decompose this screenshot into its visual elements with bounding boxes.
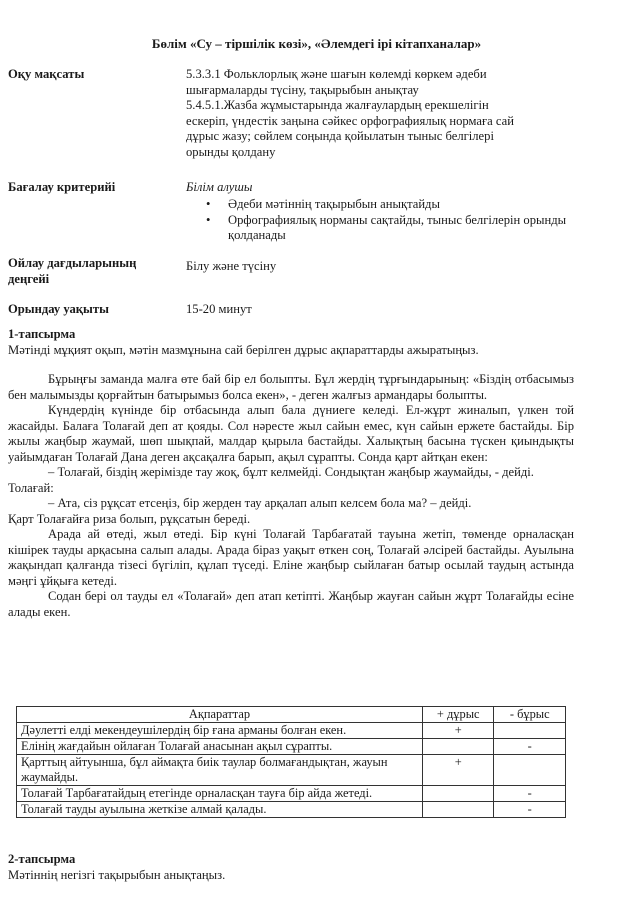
table-header-row: [17, 707, 566, 723]
criteria-list: [206, 197, 581, 244]
table-row: [17, 802, 566, 818]
thinking-level-value: Білу және түсіну: [186, 259, 277, 273]
table-row: [17, 723, 566, 739]
header-wrong: - бұрыс: [494, 707, 566, 723]
time-value: 15-20 минут: [186, 302, 252, 316]
criteria-intro: Білім алушы: [186, 180, 253, 194]
objective-line: дұрыс жазу; сөйлем соңында қойылатын тыныс белгілері: [186, 129, 494, 143]
header-right: + дұрыс: [422, 707, 494, 723]
story-paragraph: Содан бері ол тауды ел «Толағай» деп атап кетіпті. Жаңбыр жауған сайын жұрт Толағайды есіне алады екен.: [8, 589, 574, 619]
task1-instruction: Мәтінді мұқият оқып, мәтін мазмұнына сай берілген дұрыс ақпараттарды ажыратыңыз.: [8, 343, 479, 357]
story-paragraph: – Ата, сіз рұқсат етсеңіз, бір жерден тау арқалап алып келсем бола ма? – дейді.: [48, 496, 472, 510]
right-mark-cell[interactable]: +: [422, 723, 494, 739]
story-paragraph: Арада ай өтеді, жыл өтеді. Бір күні Толағай Тарбағатай тауына жетіп, төменде орналасқан кішірек тауды арқасына салып алады. Арада біраз уақыт өткен соң, Толағай әлсірей бастайды. Ауылына жақындап қалғанда тізесі бүгіліп, құлап түседі. Еліне жаңбыр сыйлаған батыр осылай таудың астында мәңгі ұйқыға кетеді.: [8, 527, 574, 588]
wrong-mark-cell[interactable]: [494, 755, 566, 786]
story-paragraph: Бұрыңғы заманда малға өте бай бір ел болыпты. Бұл жердің тұрғындарының: «Біздің отбасымыз бен малымызды қорғайтын батырымыз болса екен», - деген жалғыз армандары болыпты.: [8, 372, 574, 402]
objective-label: Оқу мақсаты: [8, 67, 85, 81]
info-table: [16, 706, 566, 818]
thinking-level-label: Ойлау дағдыларының деңгейі: [8, 256, 137, 286]
section-title: Бөлім «Су – тіршілік көзі», «Әлемдегі ірі кітапханалар»: [151, 36, 482, 51]
task2-instruction: Мәтіннің негізгі тақырыбын анықтаңыз.: [8, 868, 226, 882]
wrong-mark-cell[interactable]: -: [494, 786, 566, 802]
story-paragraph: – Толағай, біздің жерімізде тау жоқ, бұлт келмейді. Сондықтан жаңбыр жаумайды, - дейді.: [48, 465, 534, 479]
statement-cell: Толағай тауды ауылына жеткізе алмай қалады.: [17, 802, 423, 818]
story-text: [8, 372, 574, 620]
right-mark-cell[interactable]: [422, 786, 494, 802]
right-mark-cell[interactable]: [422, 802, 494, 818]
objective-line: 5.3.3.1 Фольклорлық және шағын көлемді көркем әдеби: [186, 67, 487, 81]
table-row: [17, 739, 566, 755]
criteria-item: • Әдеби мәтіннің тақырыбын анықтайды: [206, 197, 581, 213]
objective-line: 5.4.5.1.Жазба жұмыстарында жалғаулардың ерекшелігін: [186, 98, 489, 112]
statement-cell: Қарттың айтуынша, бұл аймақта биік таулар болмағандықтан, жауын жаумайды.: [17, 755, 423, 786]
right-mark-cell[interactable]: [422, 739, 494, 755]
objective-line: орынды қолдану: [186, 144, 276, 159]
wrong-mark-cell[interactable]: -: [494, 739, 566, 755]
objective-text: [186, 67, 581, 160]
statement-cell: Елінің жағдайын ойлаған Толағай анасынан ақыл сұрапты.: [17, 739, 423, 755]
table-row: [17, 755, 566, 786]
task2-heading: 2-тапсырма: [8, 852, 76, 866]
right-mark-cell[interactable]: +: [422, 755, 494, 786]
objective-line: ескеріп, үндестік заңына сәйкес орфографиялық нормаға сай: [186, 113, 514, 128]
wrong-mark-cell[interactable]: -: [494, 802, 566, 818]
criteria-label: Бағалау критерийі: [8, 180, 116, 194]
task1-heading: 1-тапсырма: [8, 327, 76, 341]
header-info: Ақпараттар: [17, 707, 423, 723]
story-paragraph: Қарт Толағайға риза болып, рұқсатын береді.: [8, 511, 251, 526]
objective-line: шығармаларды түсіну, тақырыбын анықтау: [186, 82, 419, 97]
time-label: Орындау уақыты: [8, 302, 109, 316]
statement-cell: Толағай Тарбағатайдың етегінде орналасқан тауға бір айда жетеді.: [17, 786, 423, 802]
criteria-item: • Орфографиялық норманы сақтайды, тыныс белгілерін орынды қолданады: [206, 213, 581, 244]
statement-cell: Дәулетті елді мекендеушілердің бір ғана арманы болған екен.: [17, 723, 423, 739]
table-row: [17, 786, 566, 802]
story-paragraph: Күндердің күнінде бір отбасында алып бала дүниеге келеді. Ел-жұрт жиналып, үлкен той жасайды. Балаға Толағай деп ат қояды. Сол нәресте жыл сайын емес, күн сайын ержете бастайды. Бір жылы жаңбыр жаумай, шөп шықпай, малдар қырыла бастайды. Халықтың басына түскен қиындықты уайымдаған Толағай Дана деген ақсақалға барып, ақыл сұрапты. Сонда қарт айтқан екен:: [8, 403, 574, 464]
wrong-mark-cell[interactable]: [494, 723, 566, 739]
story-paragraph: Толағай:: [8, 480, 54, 495]
